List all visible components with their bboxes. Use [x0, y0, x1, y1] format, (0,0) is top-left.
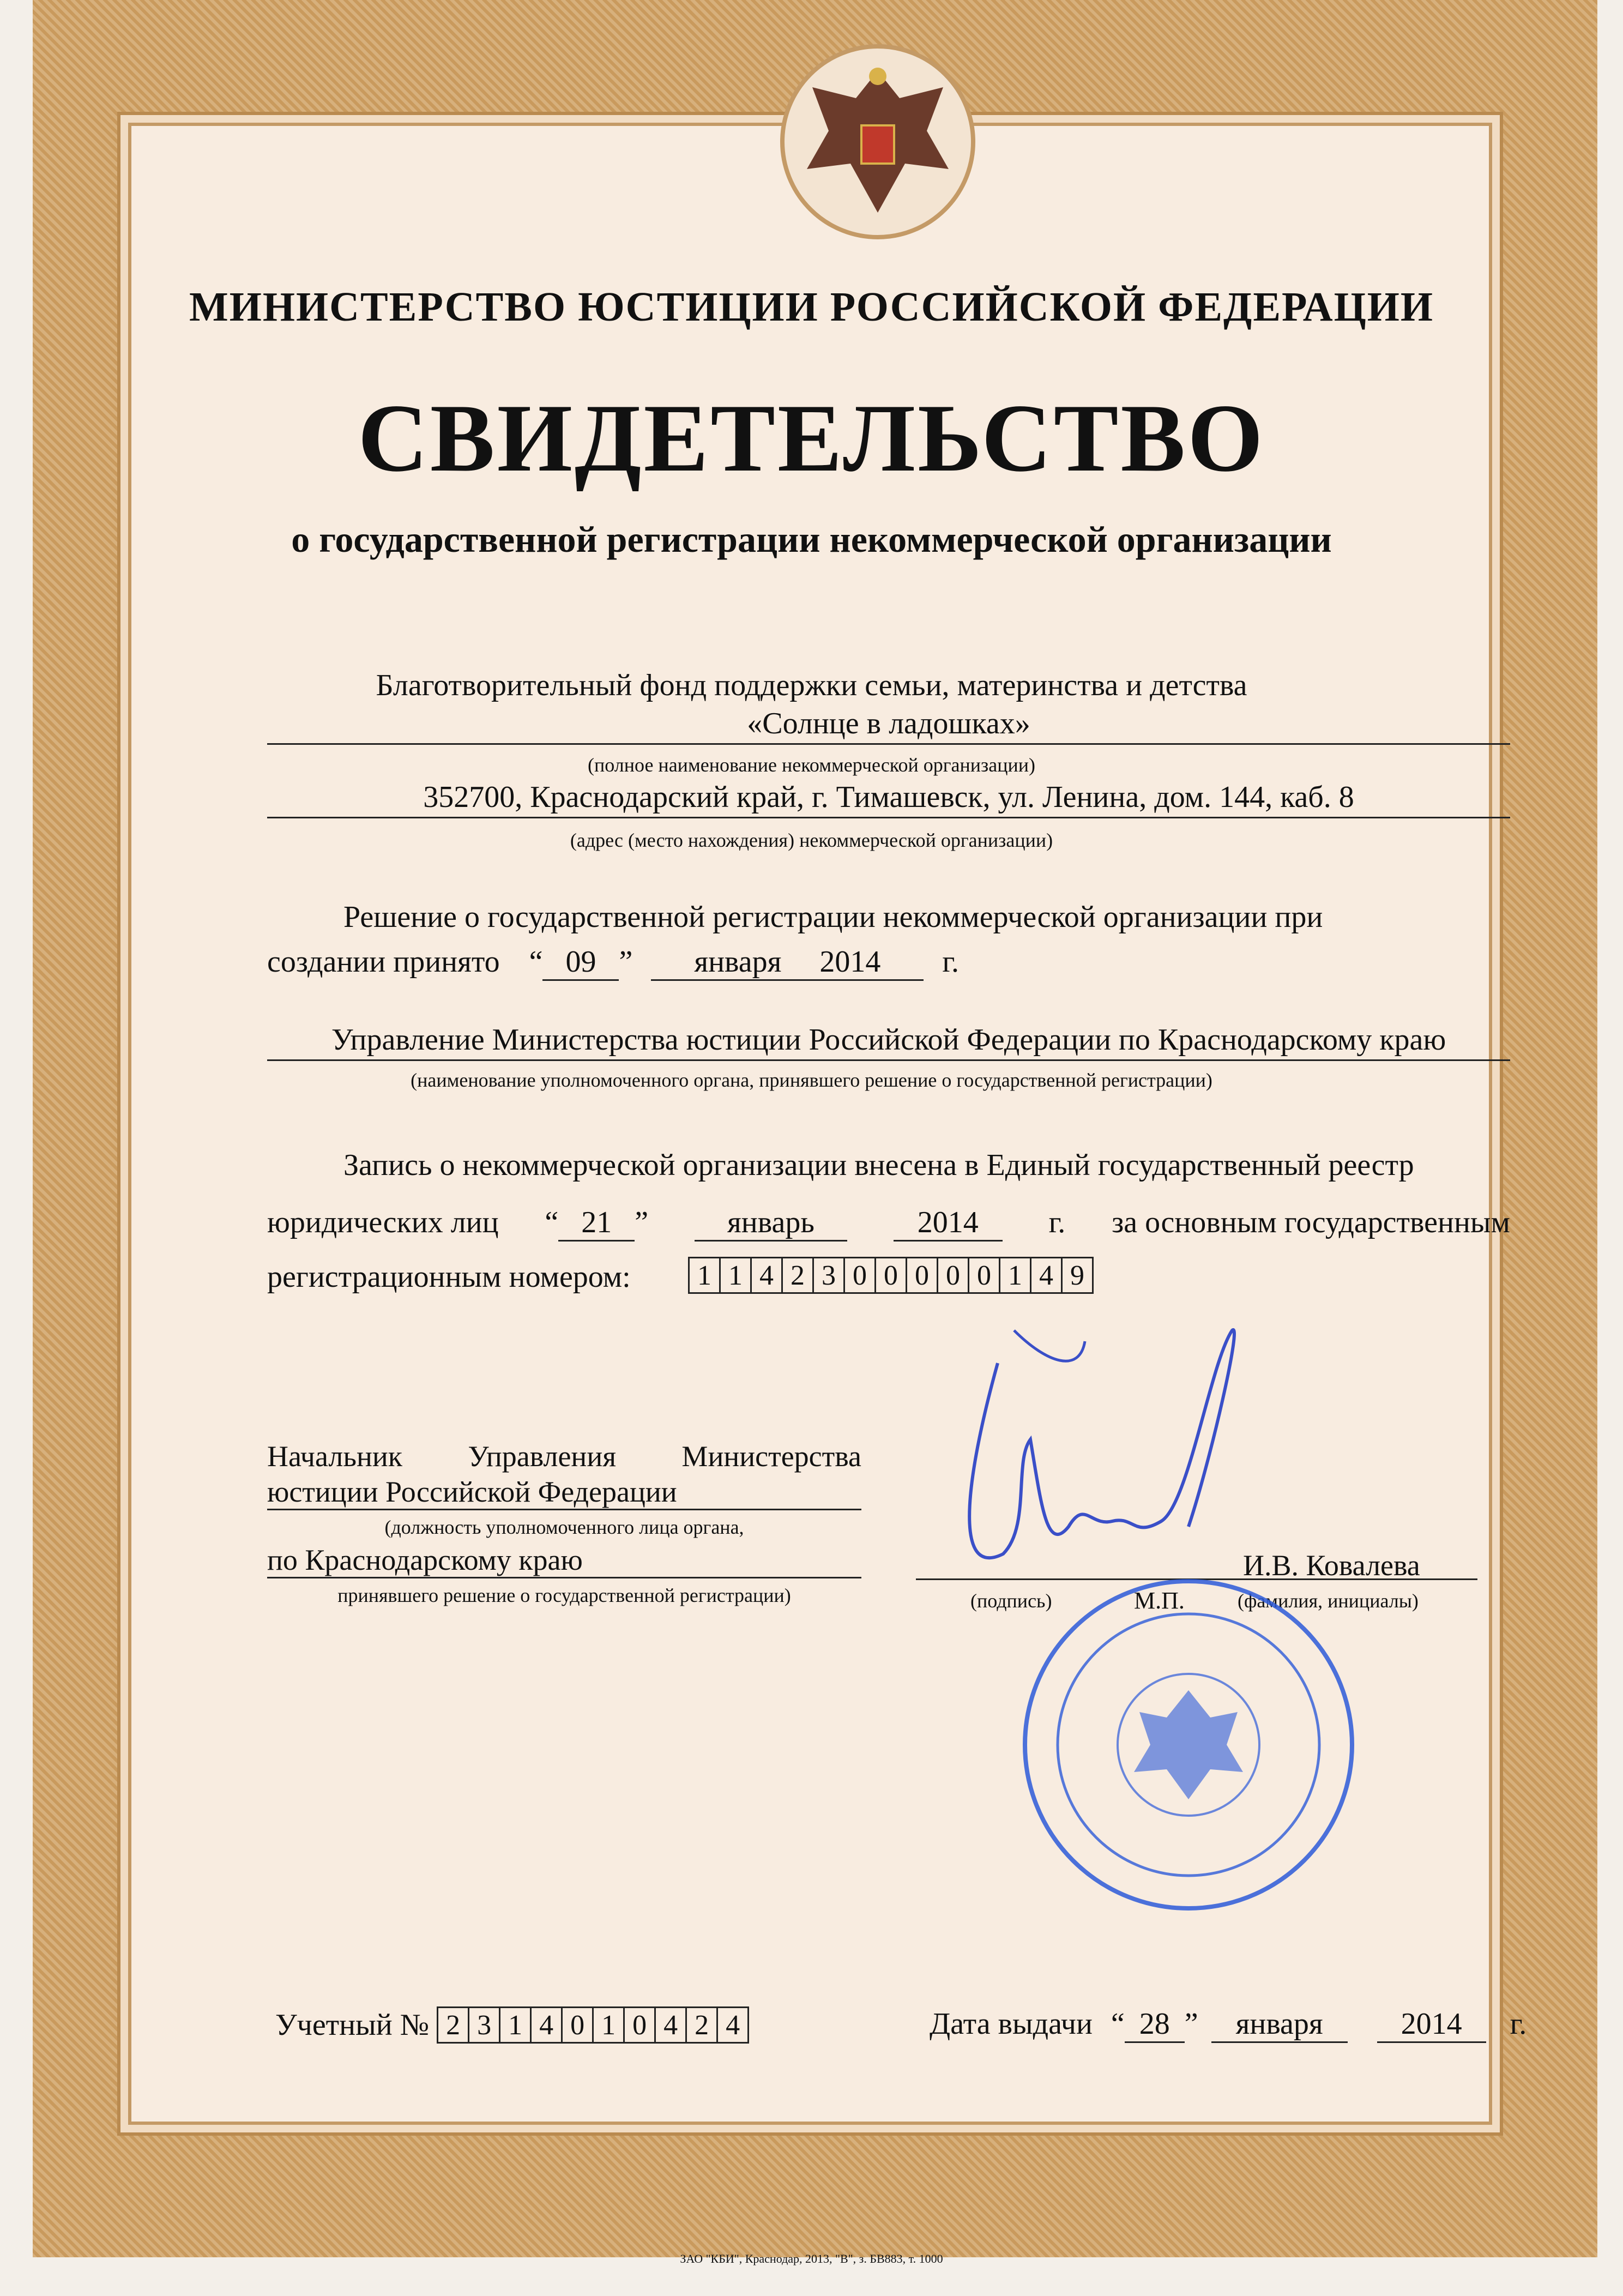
- account-digit: 0: [625, 2008, 656, 2042]
- issue-day: 28: [1125, 2006, 1185, 2043]
- decision-year: 2014: [819, 945, 881, 979]
- record-year-suffix: г.: [1048, 1206, 1066, 1239]
- account-digit: 4: [656, 2008, 687, 2042]
- decision-authority-caption: (наименование уполномоченного органа, принявшего решение о государственной регистрации): [411, 1069, 1212, 1091]
- organization-name-caption: (полное наименование некоммерческой организации): [588, 754, 1035, 776]
- record-line3-prefix: регистрационным номером:: [267, 1260, 631, 1294]
- account-number-row: [275, 2006, 749, 2044]
- decision-month-year: [651, 944, 924, 981]
- ogrn-digit: 4: [1031, 1258, 1063, 1292]
- decision-day: 09: [542, 944, 619, 981]
- account-digit: 2: [438, 2008, 469, 2042]
- record-line2-suffix: за основным государственным: [1112, 1206, 1510, 1239]
- ogrn-digit: 0: [876, 1258, 907, 1292]
- certificate-subtitle: о государственной регистрации некоммерческой организации: [291, 519, 1332, 560]
- decision-date-row: создании принято “ 09 ” января 2014 г.: [267, 944, 959, 981]
- stamp-caption: М.П.: [1134, 1587, 1185, 1614]
- decision-authority-row: [267, 1022, 1510, 1061]
- issue-year-suffix: г.: [1510, 2007, 1527, 2041]
- record-line2-prefix: юридических лиц: [267, 1206, 499, 1239]
- issue-month: января: [1211, 2006, 1348, 2043]
- organization-address: 352700, Краснодарский край, г. Тимашевск, ул. Ленина, дом. 144, каб. 8: [267, 780, 1510, 818]
- account-digit: 2: [687, 2008, 718, 2042]
- organization-name-line2: [267, 706, 1510, 745]
- ogrn-digit: 1: [690, 1258, 721, 1292]
- ogrn-digit: 0: [907, 1258, 938, 1292]
- ogrn-digit: 0: [969, 1258, 1000, 1292]
- account-digit: 1: [500, 2008, 532, 2042]
- name-caption: (фамилия, инициалы): [1238, 1590, 1419, 1612]
- handwritten-signature: [905, 1298, 1276, 1603]
- account-label: Учетный №: [275, 2008, 430, 2042]
- account-digit: 4: [532, 2008, 563, 2042]
- ogrn-digit: 4: [752, 1258, 783, 1292]
- certificate-title: СВИДЕТЕЛЬСТВО: [358, 384, 1265, 492]
- ogrn-digit: 1: [721, 1258, 752, 1292]
- signature-caption: (подпись): [970, 1590, 1052, 1612]
- record-line1: Запись о некоммерческой организации внесена в Единый государственный реестр: [343, 1148, 1414, 1182]
- ogrn-digit: 0: [845, 1258, 876, 1292]
- record-date-row: юридических лиц “ 21 ” январь 2014 г. за основным государственным: [267, 1205, 1510, 1242]
- decision-authority: Управление Министерства юстиции Российской Федерации по Краснодарскому краю: [267, 1022, 1510, 1061]
- decision-year-suffix: г.: [942, 945, 959, 979]
- account-digit: 4: [726, 2009, 740, 2041]
- record-day: 21: [558, 1205, 635, 1242]
- decision-line1: Решение о государственной регистрации некоммерческой организации при: [343, 900, 1323, 934]
- signatory-position-caption: (должность уполномоченного лица органа,: [384, 1516, 744, 1538]
- signatory-position-line1: Начальник Управления Министерства: [267, 1440, 861, 1473]
- ogrn-number-boxes: [688, 1257, 1094, 1294]
- official-seal-stamp: [1014, 1570, 1363, 1919]
- signatory-position-caption2: принявшего решение о государственной регистрации): [337, 1584, 791, 1606]
- decision-line2-prefix: создании принято: [267, 945, 500, 979]
- record-year: 2014: [894, 1205, 1003, 1242]
- ogrn-digit: 3: [814, 1258, 845, 1292]
- organization-address-row: [267, 780, 1510, 818]
- ogrn-digit: 9: [1070, 1260, 1084, 1291]
- signatory-position-line2: юстиции Российской Федерации: [267, 1475, 861, 1510]
- signatory-name: И.В. Ковалева: [1243, 1549, 1420, 1582]
- issue-date-row: Дата выдачи “ 28 ” января 2014 г.: [930, 2006, 1527, 2043]
- ministry-heading: МИНИСТЕРСТВО ЮСТИЦИИ РОССИЙСКОЙ ФЕДЕРАЦИИ: [189, 284, 1434, 330]
- account-digit: 3: [469, 2008, 500, 2042]
- account-digit: 0: [563, 2008, 594, 2042]
- issue-year: 2014: [1377, 2006, 1486, 2043]
- account-number-boxes: [437, 2006, 749, 2044]
- decision-month: января: [694, 945, 782, 979]
- account-digit: 1: [594, 2008, 625, 2042]
- organization-address-caption: (адрес (место нахождения) некоммерческой организации): [570, 829, 1053, 851]
- organization-name-line1: Благотворительный фонд поддержки семьи, материнства и детства: [376, 668, 1247, 702]
- organization-name-value: «Солнце в ладошках»: [267, 706, 1510, 745]
- ogrn-digit: 1: [1000, 1258, 1031, 1292]
- record-month: январь: [695, 1205, 847, 1242]
- coat-of-arms-emblem: [763, 38, 992, 245]
- ogrn-digit: 0: [938, 1258, 969, 1292]
- signatory-position-line3: по Краснодарскому краю: [267, 1543, 861, 1578]
- printer-imprint: ЗАО "КБИ", Краснодар, 2013, "В", з. БВ883, т. 1000: [680, 2252, 943, 2265]
- issue-label: Дата выдачи: [930, 2007, 1093, 2041]
- ogrn-digit: 2: [783, 1258, 814, 1292]
